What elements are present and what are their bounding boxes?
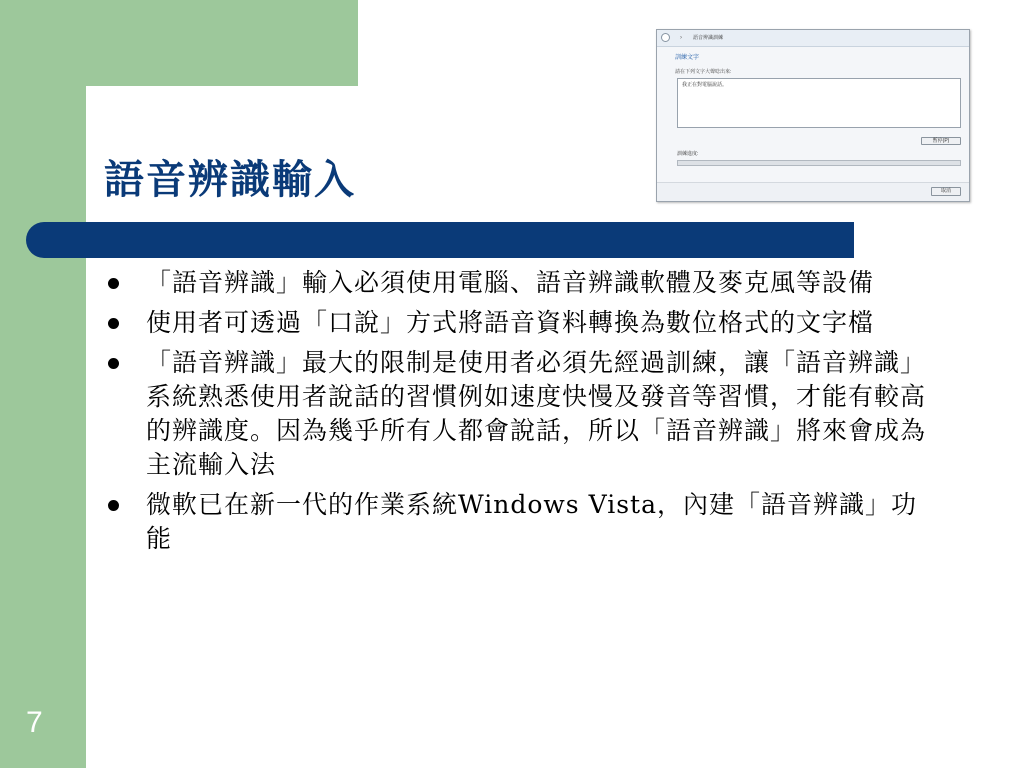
bullet-text: 「語音辨識」最大的限制是使用者必須先經過訓練，讓「語音辨識」系統熟悉使用者說話的習慣例如速度快慢及發音等習慣，才能有較高的辨識度。因為幾乎所有人都會說話，所以「語音辨識」將來會成為主流輸入法 bbox=[146, 348, 927, 479]
screenshot-pause-button: 暫停(P) bbox=[921, 137, 961, 145]
screenshot-footer bbox=[657, 182, 969, 201]
screenshot-text-box: 我正在對電腦說話。 bbox=[677, 78, 961, 128]
background-green-top bbox=[0, 0, 358, 86]
screenshot-progress-bar bbox=[677, 160, 961, 166]
bullet-text: 「語音辨識」輸入必須使用電腦、語音辨識軟體及麥克風等設備 bbox=[146, 268, 875, 297]
bullet-dot-icon bbox=[108, 500, 119, 511]
bullet-list bbox=[104, 266, 934, 562]
page-number: 7 bbox=[26, 706, 43, 739]
speech-training-screenshot bbox=[656, 29, 970, 202]
title-divider-bar bbox=[26, 222, 854, 258]
bullet-item bbox=[104, 346, 934, 482]
screenshot-cancel-button: 取消 bbox=[931, 187, 961, 196]
bullet-dot-icon bbox=[108, 278, 119, 289]
bullet-item bbox=[104, 488, 934, 556]
screenshot-window-title: 語音辨識訓練 bbox=[693, 35, 724, 41]
screenshot-instruction: 請在下列文字大聲唸出來: bbox=[675, 69, 732, 75]
bullet-text: 使用者可透過「口說」方式將語音資料轉換為數位格式的文字檔 bbox=[146, 308, 875, 337]
screenshot-titlebar bbox=[657, 30, 969, 47]
bullet-item bbox=[104, 266, 934, 300]
bullet-dot-icon bbox=[108, 358, 119, 369]
forward-arrow-icon: › bbox=[680, 35, 682, 41]
slide-title: 語音辨識輸入 bbox=[104, 156, 356, 203]
bullet-item bbox=[104, 306, 934, 340]
screenshot-heading: 訓練文字 bbox=[675, 55, 700, 61]
background-green-left bbox=[0, 0, 86, 768]
bullet-dot-icon bbox=[108, 318, 119, 329]
screenshot-progress-label: 訓練進度: bbox=[677, 151, 699, 157]
bullet-text: 微軟已在新一代的作業系統Windows Vista，內建「語音辨識」功能 bbox=[146, 490, 917, 553]
back-arrow-icon bbox=[661, 33, 670, 42]
